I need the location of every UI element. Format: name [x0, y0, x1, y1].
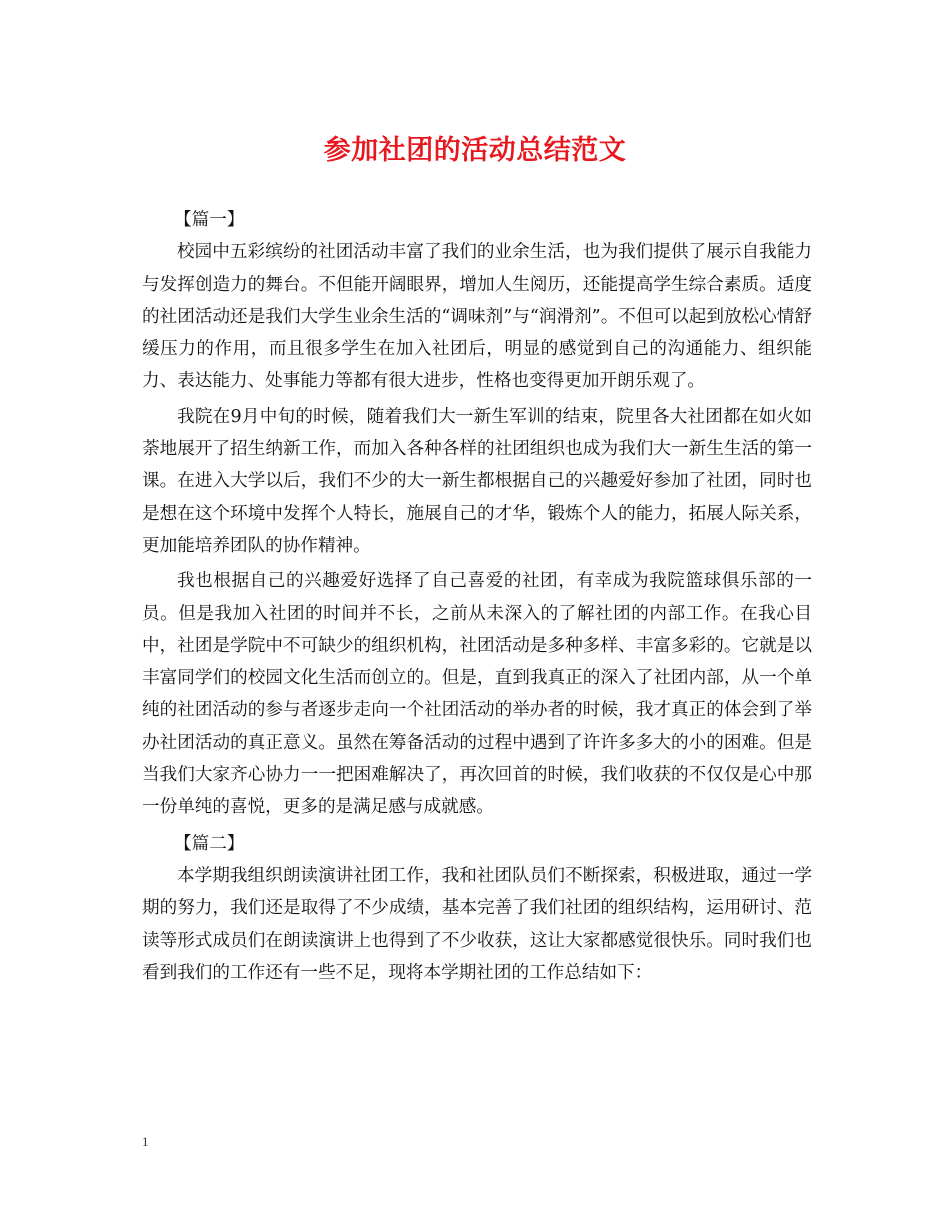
document-body [142, 200, 812, 992]
paragraph: 我也根据自己的兴趣爱好选择了自己喜爱的社团，有幸成为我院篮球俱乐部的一员。但是我加入社团的时间并不长，之前从未深入的了解社团的内部工作。在我心目中，社团是学院中不可缺少的组织机构，社团活动是多种多样、丰富多彩的。它就是以丰富同学们的校园文化生活而创立的。但是，直到我真正的深入了社团内部，从一个单纯的社团活动的参与者逐步走向一个社团活动的举办者的时候，我才真正的体会到了举办社团活动的真正意义。虽然在筹备活动的过程中遇到了许许多多大的小的困难。但是当我们大家齐心协力一一把困难解决了，再次回首的时候，我们收获的不仅仅是心中那一份单纯的喜悦，更多的是满足感与成就感。 [142, 571, 812, 818]
section-label-2: 【篇二】 [174, 833, 245, 854]
page-number: 1 [142, 1134, 149, 1149]
section-label-1: 【篇一】 [174, 210, 245, 230]
paragraph: 校园中五彩缤纷的社团活动丰富了我们的业余生活，也为我们提供了展示自我能力与发挥创造力的舞台。不但能开阔眼界，增加人生阅历，还能提高学生综合素质。适度的社团活动还是我们大学生业余生活的“调味剂”与“润滑剂”。不但可以起到放松心情舒缓压力的作用，而且很多学生在加入社团后，明显的感觉到自己的沟通能力、组织能力、表达能力、处事能力等都有很大进步，性格也变得更加开朗乐观了。 [142, 242, 812, 392]
paragraph: 本学期我组织朗读演讲社团工作，我和社团队员们不断探索，积极进取，通过一学期的努力，我们还是取得了不少成绩，基本完善了我们社团的组织结构，运用研讨、范读等形式成员们在朗读演讲上也得到了不少收获，这让大家都感觉很快乐。同时我们也看到我们的工作还有一些不足，现将本学期社团的工作总结如下： [142, 865, 812, 983]
document-title: 参加社团的活动总结范文 [323, 135, 627, 166]
paragraph: 我院在9月中旬的时候，随着我们大一新生军训的结束，院里各大社团都在如火如荼地展开了招生纳新工作，而加入各种各样的社团组织也成为我们大一新生生活的第一课。在进入大学以后，我们不少的大一新生都根据自己的兴趣爱好参加了社团，同时也是想在这个环境中发挥个人特长，施展自己的才华，锻炼个人的能力，拓展人际关系，更加能培养团队的协作精神。 [142, 406, 812, 556]
